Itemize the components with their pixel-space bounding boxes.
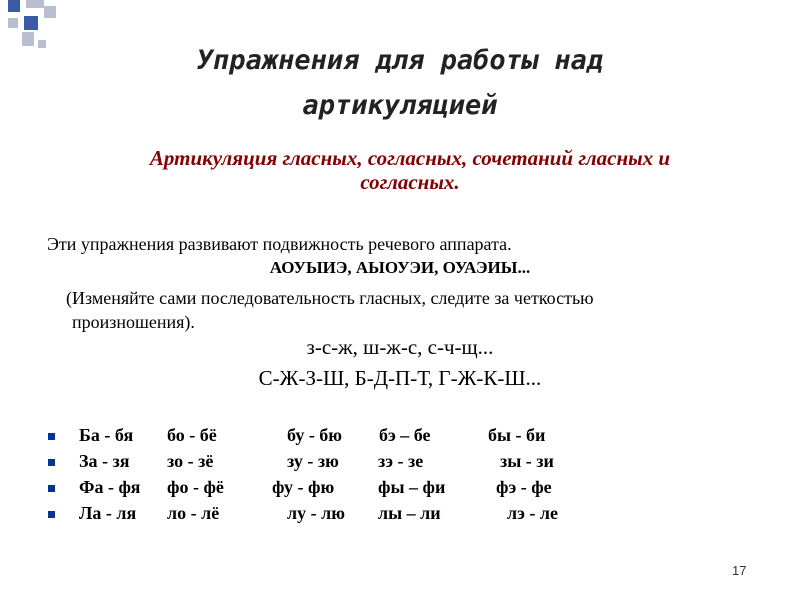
square-bullet-icon — [48, 459, 55, 466]
title-line-1: Упражнения для работы над — [196, 45, 604, 76]
syllable-pair: бо - бё — [167, 425, 217, 445]
vowel-sequences: АОУЫИЭ, АЫОУЭИ, ОУАЭИЫ... — [269, 258, 531, 277]
syllable-pair: фу - фю — [272, 477, 335, 497]
note-line-1: (Изменяйте сами последовательность гласных, следите за четкостью — [66, 288, 594, 308]
syllable-pair: зэ - зе — [378, 451, 424, 471]
decorative-square — [24, 16, 38, 30]
syllable-pair: зу - зю — [287, 451, 339, 471]
syllable-pair: Ла - ля — [79, 503, 137, 523]
intro-text: Эти упражнения развивают подвижность речевого аппарата. — [47, 234, 512, 254]
syllable-row — [0, 422, 800, 448]
decorative-square — [8, 18, 18, 28]
note-line-2: произношения). — [72, 312, 195, 332]
syllable-pair: бы - би — [488, 425, 546, 445]
syllable-pair: фэ - фе — [496, 477, 552, 497]
syllable-pair: бу - бю — [287, 425, 343, 445]
consonant-sequences-lowercase: з-с-ж, ш-ж-с, с-ч-щ... — [306, 335, 494, 359]
square-bullet-icon — [48, 433, 55, 440]
syllable-pair: зы - зи — [500, 451, 554, 471]
syllable-pair: зо - зё — [167, 451, 214, 471]
page-number: 17 — [732, 563, 747, 578]
syllable-row — [0, 500, 800, 526]
syllable-pair: За - зя — [79, 451, 130, 471]
slide-subtitle — [40, 146, 780, 194]
slide-title — [0, 38, 800, 128]
syllable-row — [0, 474, 800, 500]
syllable-pair: фы – фи — [378, 477, 446, 497]
decorative-square — [26, 0, 44, 8]
syllable-pair: бэ – бе — [379, 425, 431, 445]
syllable-pair: фо - фё — [167, 477, 224, 497]
syllable-pair: ло - лё — [167, 503, 220, 523]
syllable-pair: лу - лю — [287, 503, 345, 523]
syllable-row — [0, 448, 800, 474]
subtitle-line-1: Артикуляция гласных, согласных, сочетаний гласных и — [149, 146, 671, 170]
consonant-sequences-uppercase: С-Ж-З-Ш, Б-Д-П-Т, Г-Ж-К-Ш... — [258, 366, 542, 390]
syllable-pair: лы – ли — [378, 503, 441, 523]
syllable-pair: Фа - фя — [79, 477, 141, 497]
instruction-note — [66, 286, 766, 334]
decorative-square — [8, 0, 20, 12]
decorative-square — [44, 6, 56, 18]
square-bullet-icon — [48, 485, 55, 492]
subtitle-line-2: согласных. — [360, 170, 460, 194]
syllable-pair: Ба - бя — [79, 425, 134, 445]
title-line-2: артикуляцией — [302, 90, 498, 121]
syllable-pair: лэ - ле — [507, 503, 558, 523]
syllable-list — [0, 422, 800, 526]
square-bullet-icon — [48, 511, 55, 518]
